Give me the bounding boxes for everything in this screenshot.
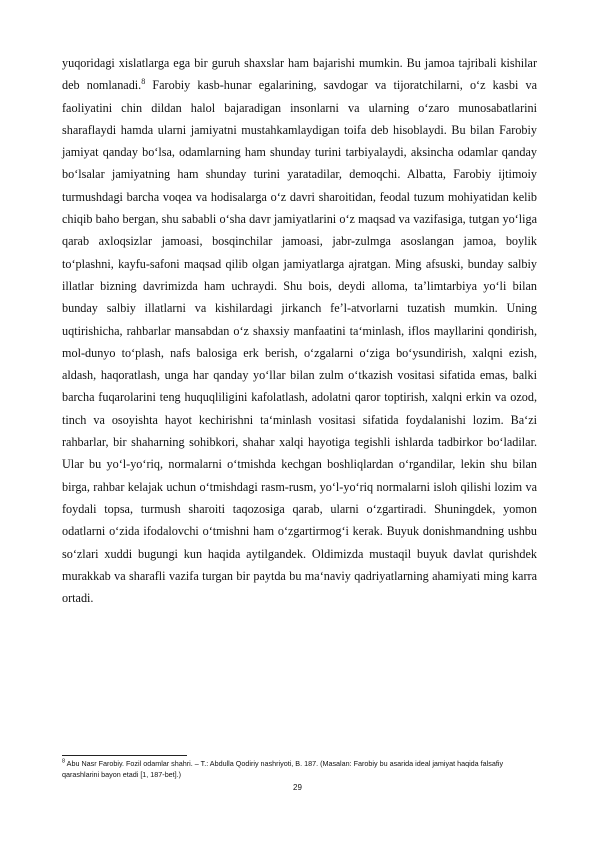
footnote-separator	[62, 755, 187, 756]
footnote-text: Abu Nasr Farobiy. Fozil odamlar shahri. – T.: Abdulla Qodiriy nashriyoti, B. 187. (Masalan: Farobiy bu asarida ideal jamiyat haqida falsafiy qarashlarini bayon etadi [1, 187-bet].)	[62, 759, 504, 779]
footnote-reference[interactable]: 8	[141, 77, 146, 87]
footnote-number: 8	[62, 758, 66, 765]
paragraph-text-start: yuqoridagi xislatlarga ega bir guruh shaxslar ham bajarishi mumkin. Bu jamoa tajribali kishilar deb nomlanadi.	[62, 56, 537, 93]
main-paragraph	[62, 52, 537, 609]
page-number: 29	[293, 783, 302, 792]
paragraph	[62, 52, 537, 609]
footnote	[62, 758, 542, 780]
paragraph-text-rest: Farobiy kasb-hunar egalarining, savdogar va tijoratchilarni, o‘z kasbi va faoliyatini chin dildan halol bajaradigan insonlarni va ularning o‘zaro munosabatlarini sharaflaydi hamda ularni jamiyatni mustahkamlaydigan toifa deb hisoblaydi. Bu bilan Farobiy jamiyat qanday bo‘lsa, odamlarning ham shunday turini tarbiyalaydi, aksincha odamlar qanday bo‘lsalar jamiyatning ham shunday turini yaratadilar, demoqchi. Albatta, Farobiy ijtimoiy turmushdagi barcha voqea va hodisalarga o‘z davri sharoitidan, feodal tuzum mohiyatidan kelib chiqib baho bergan, shu sababli o‘sha davr jamiyatlarini o‘z maqsad va vazifasiga, tutgan yo‘liga qarab axloqsizlar jamoasi, bosqinchilar jamoasi, jabr-zulmga asoslangan jamoa, boylik to‘plashni, kayfu-safoni maqsad qilib olgan jamiyatlarga ajratgan. Ming afsuski, bunday salbiy illatlar bizning davrimizda ham uchraydi. Shu bois, deydi alloma, ta’limtarbiya yo‘li bilan bunday salbiy illatlarni va kishilardagi jirkanch fe’l-atvorlarni tuzatish mumkin. Uning uqtirishicha, rahbarlar mansabdan o‘z shaxsiy manfaatini ta‘minlash, iflos mayllarini qondirish, mol-dunyo to‘plash, nafs balosiga erk berish, o‘zgalarni o‘ziga bo‘ysundirish, xalqni ezish, aldash, haqoratlash, unga har qanday yo‘llar bilan zulm o‘tkazish vositasi sifatida emas, balki barcha fuqarolarini teng huquqliligini kafolatlash, adolatni qaror toptirish, xalqni erkin va ozod, tinch va osoyishta hayot kechirishni ta‘minlash vositasi sifatida foydalanishi lozim. Ba‘zi rahbarlar, bir shaharning sohibkori, shahar xalqi hayotiga tegishli ishlarda tadbirkor bo‘ladilar. Ular bu yo‘l-yo‘riq, normalarni o‘tmishda kechgan boshliqlardan o‘rgandilar, lekin shu bilan birga, rahbar kelajak uchun o‘tmishdagi rasm-rusm, yo‘l-yo‘riq normalarni isloh qilishi lozim va foydali topsa, turmush sharoiti taqozosiga qarab, ularni o‘zgartiradi. Shuningdek, yomon odatlarni o‘zida ifodalovchi o‘tmishni ham o‘zgartirmog‘i kerak. Buyuk donishmandning ushbu so‘zlari xuddi bugungi kun haqida aytilgandek. Oldimizda mustaqil buyuk davlat qurishdek murakkab va sharafli vazifa turgan bir paytda bu ma‘naviy qadriyatlarning ahamiyati ming karra ortadi.	[62, 78, 538, 606]
